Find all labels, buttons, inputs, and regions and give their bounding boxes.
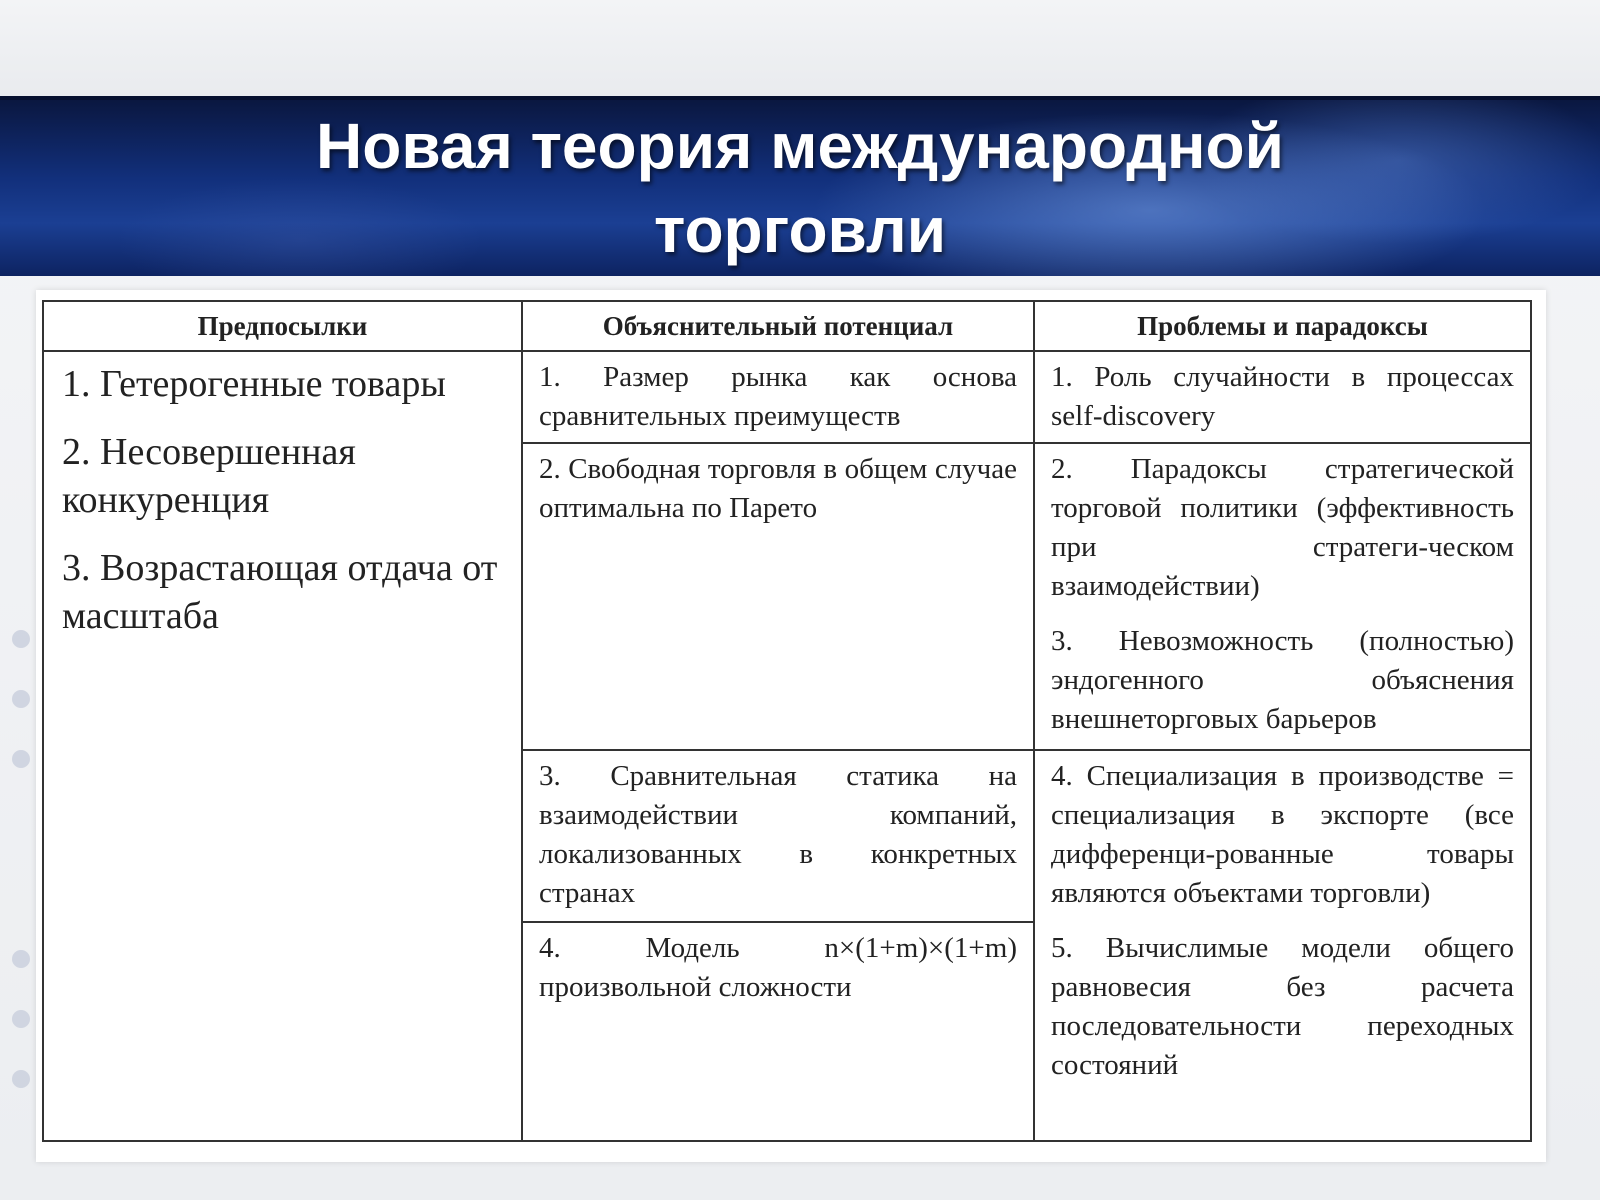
premise-item: 2. Несовершенная конкуренция bbox=[62, 431, 356, 521]
problem-item: 4. Специализация в производстве = специализация в экспорте (все дифференци-рованные товары являются объектами торговли) bbox=[1051, 760, 1514, 909]
potential-cell-1: 1. Размер рынка как основа сравнительных преимуществ bbox=[522, 351, 1034, 443]
problem-cell-2-3 bbox=[1034, 443, 1531, 750]
problem-cell-1: 1. Роль случайности в процессах self-discovery bbox=[1034, 351, 1531, 443]
problem-item: 3. Невозможность (полностью) эндогенного объяснения внешнеторговых барьеров bbox=[1051, 625, 1514, 735]
title-banner bbox=[0, 96, 1600, 276]
premise-item: 3. Возрастающая отдача от масштаба bbox=[62, 547, 498, 637]
slide-title: Новая теория международной торговли bbox=[316, 110, 1284, 266]
header-premises: Предпосылки bbox=[43, 301, 522, 351]
potential-cell-3: 3. Сравнительная статика на взаимодействии компаний, локализованных в конкретных странах bbox=[522, 750, 1034, 922]
potential-cell-2: 2. Свободная торговля в общем случае оптимальна по Парето bbox=[522, 443, 1034, 750]
header-problems: Проблемы и парадоксы bbox=[1034, 301, 1531, 351]
top-strip bbox=[0, 0, 1600, 96]
premises-cell bbox=[43, 351, 522, 1141]
problem-item: 5. Вычислимые модели общего равновесия без расчета последовательности переходных состояний bbox=[1051, 932, 1514, 1081]
premise-item: 1. Гетерогенные товары bbox=[62, 363, 446, 405]
theory-table bbox=[42, 300, 1532, 1142]
table-row bbox=[43, 351, 1531, 443]
problem-cell-4-5 bbox=[1034, 750, 1531, 1141]
potential-cell-4: 4. Модель n×(1+m)×(1+m) произвольной сложности bbox=[522, 922, 1034, 1141]
header-potential: Объяснительный потенциал bbox=[522, 301, 1034, 351]
table-header-row bbox=[43, 301, 1531, 351]
problem-item: 2. Парадоксы стратегической торговой политики (эффективность при стратеги-ческом взаимодействии) bbox=[1051, 453, 1514, 602]
decorative-dots bbox=[0, 620, 36, 1140]
